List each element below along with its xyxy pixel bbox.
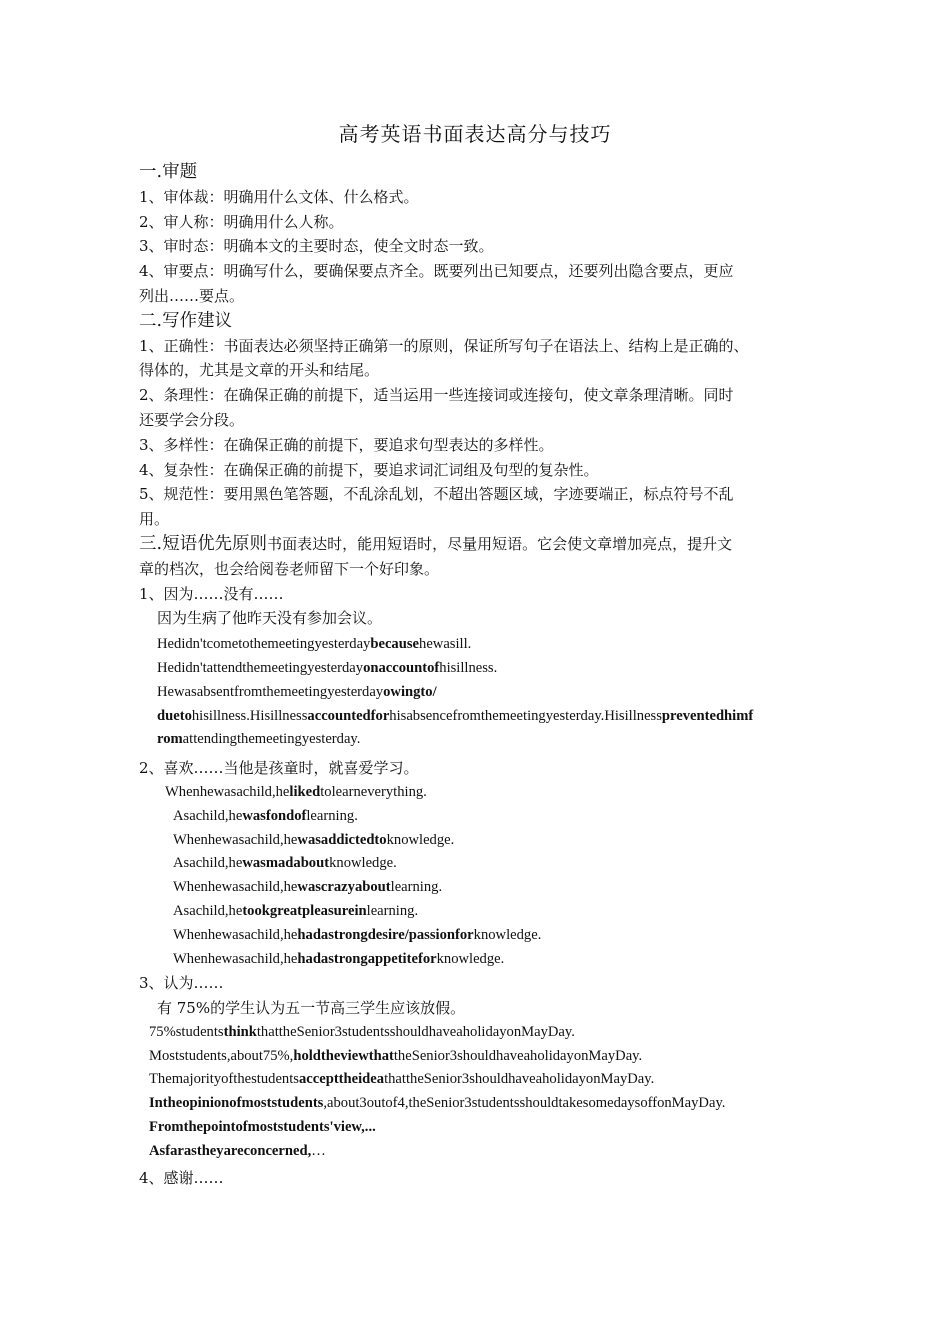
point-3-example-1: 75%studentsthinkthattheSenior3studentsshouldhaveaholidayonMayDay.: [149, 1023, 575, 1040]
s1-item-4-cont: 列出……要点。: [139, 286, 245, 305]
point-3-chinese-example: 有 75%的学生认为五一节高三学生应该放假。: [157, 999, 466, 1018]
point-1-example-4: duetohisillness.Hisillnessaccountedforhisabsencefromthemeetingyesterday.Hisillnesspreventedhimf: [157, 707, 754, 724]
s2-item-5: 5、规范性：要用黑色笔答题，不乱涂乱划，不超出答题区域，字迹要端正，标点符号不乱: [139, 485, 734, 504]
section-2-heading: 二.写作建议: [139, 310, 233, 331]
point-2-example-7: Whenhewasachild,hehadastrongdesire/passionforknowledge.: [173, 926, 542, 943]
point-1-example-3: Hewasabsentfromthemeetingyesterdayowingto/: [157, 683, 437, 700]
s1-item-3: 3、审时态：明确本文的主要时态，使全文时态一致。: [139, 237, 494, 256]
point-3-example-2: Moststudents,about75%,holdtheviewthattheSenior3shouldhaveaholidayonMayDay.: [149, 1047, 643, 1064]
point-3-example-3: ThemajorityofthestudentsaccepttheideathattheSenior3shouldhaveaholidayonMayDay.: [149, 1071, 655, 1088]
point-2-example-8: Whenhewasachild,hehadastrongappetiteforknowledge.: [173, 950, 505, 967]
section-1-heading: 一.审题: [139, 162, 198, 182]
point-1-example-5: romattendingthemeetingyesterday.: [157, 731, 361, 748]
section-3-heading: 三.短语优先原则: [139, 533, 268, 554]
point-4-label: 4、感谢……: [139, 1168, 224, 1187]
point-1-example-2: Hedidn'tattendthemeetingyesterdayonaccountofhisillness.: [157, 659, 498, 676]
point-3-example-6: Asfarastheyareconcerned,…: [149, 1142, 326, 1159]
document-title: 高考英语书面表达高分与技巧: [338, 122, 612, 146]
point-1-chinese-example: 因为生病了他昨天没有参加会议。: [157, 609, 383, 628]
s2-item-3: 3、多样性：在确保正确的前提下，要追求句型表达的多样性。: [139, 435, 554, 454]
point-2-example-4: Asachild,hewasmadaboutknowledge.: [173, 855, 397, 872]
s2-item-2-cont: 还要学会分段。: [139, 410, 245, 429]
point-1-label: 1、因为……没有……: [139, 584, 284, 603]
point-3-label: 3、认为……: [139, 974, 224, 993]
point-2-example-3: Whenhewasachild,hewasaddictedtoknowledge.: [173, 831, 455, 848]
s2-item-5-cont: 用。: [139, 510, 170, 529]
section-3-intro: [139, 532, 829, 557]
s2-item-4: 4、复杂性：在确保正确的前提下，要追求词汇词组及句型的复杂性。: [139, 460, 599, 479]
s2-item-1-cont: 得体的，尤其是文章的开头和结尾。: [139, 361, 380, 380]
point-2-example-6: Asachild,hetookgreatpleasureinlearning.: [173, 902, 419, 919]
document-body: [139, 160, 829, 1190]
section-3-intro-text: 书面表达时，能用短语时，尽量用短语。它会使文章增加亮点，提升文: [267, 534, 733, 553]
point-2-example-5: Whenhewasachild,hewascrazyaboutlearning.: [173, 879, 443, 896]
s2-item-2: 2、条理性：在确保正确的前提下，适当运用一些连接词或连接句，使文章条理清晰。同时: [139, 386, 734, 405]
point-2-label: 2、喜欢……当他是孩童时，就喜爱学习。: [139, 759, 419, 778]
s1-item-4: 4、审要点：明确写什么，要确保要点齐全。既要列出已知要点，还要列出隐含要点，更应: [139, 262, 734, 281]
s2-item-1: 1、正确性：书面表达必须坚持正确第一的原则，保证所写句子在语法上、结构上是正确的、: [139, 336, 749, 355]
point-3-example-4: Intheopinionofmoststudents,about3outof4,theSenior3studentsshouldtakesomedaysoffonMayDay.: [149, 1095, 726, 1112]
s1-item-1: 1、审体裁：明确用什么文体、什么格式。: [139, 187, 419, 206]
point-3-example-5: Fromthepointofmoststudents'view,...: [149, 1119, 376, 1136]
point-2-example-1: Whenhewasachild,helikedtolearneverything.: [165, 783, 427, 800]
point-1-example-1: Hedidn'tcometothemeetingyesterdaybecausehewasill.: [157, 636, 472, 653]
section-3-intro-cont: 章的档次，也会给阅卷老师留下一个好印象。: [139, 559, 440, 578]
s1-item-2: 2、审人称：明确用什么人称。: [139, 212, 344, 231]
point-2-example-2: Asachild,hewasfondoflearning.: [173, 807, 358, 824]
